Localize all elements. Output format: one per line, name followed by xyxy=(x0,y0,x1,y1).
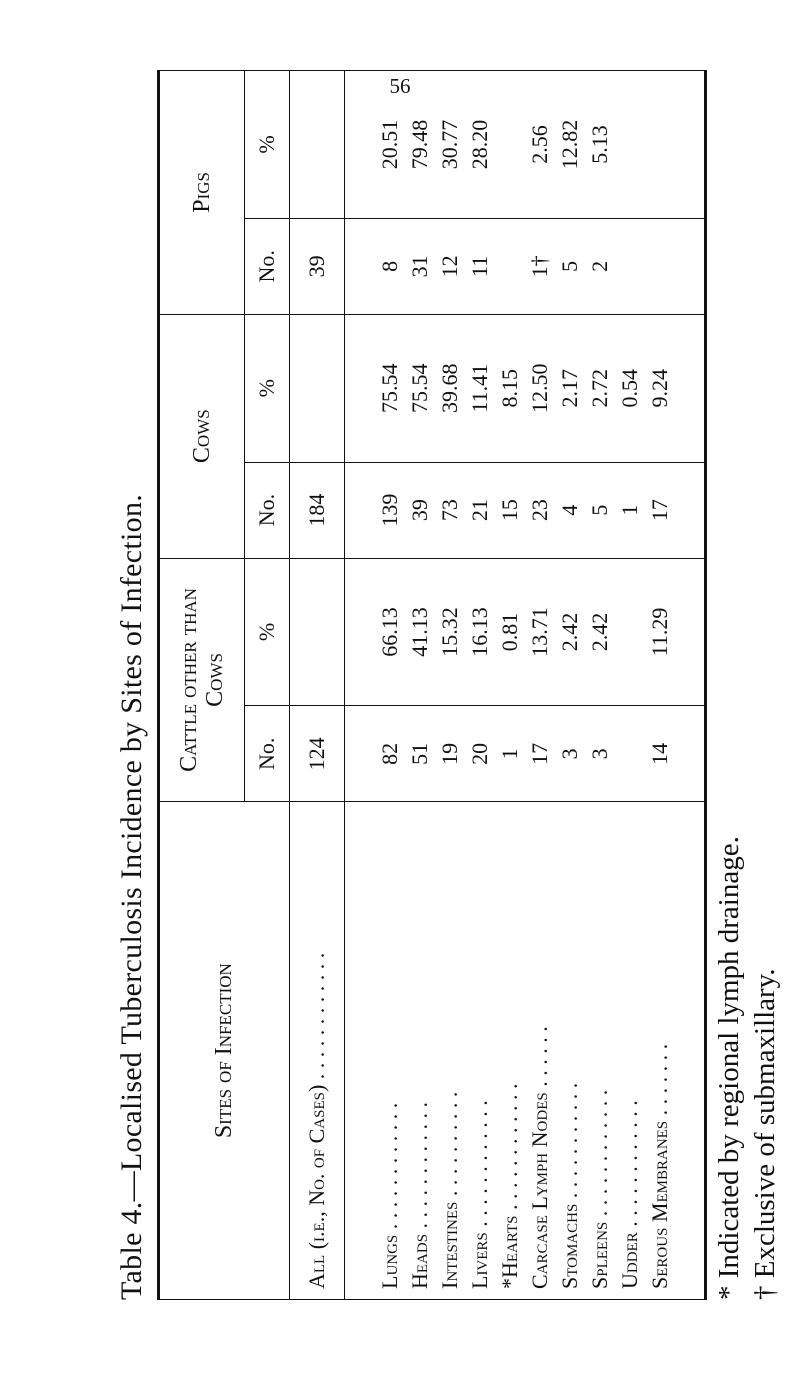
cattle-pct-column xyxy=(345,558,706,706)
site-value-pigs-no: 2 xyxy=(586,260,612,272)
cattle-all-pct xyxy=(290,558,345,706)
site-label: Serous Membranes . . . . . . . xyxy=(646,1043,672,1289)
pigs-no-column xyxy=(345,218,706,314)
site-value-cows-no: 4 xyxy=(556,504,582,516)
site-value-pigs-no xyxy=(645,219,675,314)
cows-pct-header: % xyxy=(245,314,290,462)
site-value-pigs-no: 5 xyxy=(556,260,582,272)
site-value-cattle-pct: 15.32 xyxy=(436,607,462,657)
site-value-cows-no: 73 xyxy=(436,499,462,522)
site-value-pigs-pct: 2.56 xyxy=(526,125,552,164)
cattle-no-header: No. xyxy=(245,706,290,802)
cows-no-header: No. xyxy=(245,462,290,558)
table-caption: Table 4.—Localised Tuberculosis Incidence by Sites of Infection. xyxy=(115,493,148,1300)
site-value-cattle-pct: 2.42 xyxy=(586,612,612,652)
sites-of-infection-header: Sites of Infection xyxy=(159,802,290,1300)
sites-body-row xyxy=(345,71,706,1300)
pigs-group-header: Pigs xyxy=(159,71,245,315)
site-value-cattle-no: 14 xyxy=(646,742,672,765)
site-value-cattle-no xyxy=(615,706,645,801)
site-value-pigs-pct xyxy=(495,71,525,218)
site-value-pigs-pct: 79.48 xyxy=(406,119,432,170)
site-label: *Hearts . . . . . . . . . . . . xyxy=(496,1083,522,1289)
incidence-table xyxy=(157,70,707,1300)
site-value-cows-pct: 8.15 xyxy=(496,368,522,408)
pigs-pct-header: % xyxy=(245,71,290,219)
cows-all-pct xyxy=(290,314,345,462)
site-label: Carcase Lymph Nodes . . . . . . xyxy=(526,1026,552,1289)
site-value-cows-no: 39 xyxy=(406,499,432,522)
site-value-cows-no: 23 xyxy=(526,499,552,522)
site-value-cows-no: 139 xyxy=(376,493,402,527)
site-value-pigs-no: 31 xyxy=(406,255,432,278)
site-value-cows-pct: 11.41 xyxy=(466,363,492,413)
site-value-pigs-no xyxy=(495,219,525,314)
site-value-pigs-no: 1† xyxy=(526,255,552,278)
page-number: 56 xyxy=(389,74,411,98)
site-value-cattle-no: 20 xyxy=(466,742,492,765)
site-value-cows-no: 15 xyxy=(496,499,522,522)
footnote-hearts: * Indicated by regional lymph drainage. xyxy=(713,836,745,1300)
site-value-cattle-no: 17 xyxy=(526,742,552,765)
cattle-group-header: Cattle other than Cows xyxy=(159,558,245,802)
cows-pct-column xyxy=(345,314,706,462)
site-value-cows-pct: 2.72 xyxy=(586,368,612,408)
cattle-no-column xyxy=(345,706,706,802)
site-value-cows-no: 17 xyxy=(646,499,672,522)
site-label: Heads . . . . . . . . . . . . xyxy=(406,1101,432,1289)
site-value-pigs-pct xyxy=(615,71,645,218)
site-value-cattle-pct: 16.13 xyxy=(466,607,492,657)
site-label: Intestines . . . . . . . . . . xyxy=(436,1091,462,1289)
pigs-pct-column xyxy=(345,71,706,219)
site-value-cattle-no: 3 xyxy=(586,748,612,760)
site-value-cattle-no: 51 xyxy=(406,742,432,765)
cows-no-column xyxy=(345,462,706,558)
site-value-cows-no: 21 xyxy=(466,499,492,522)
group-header-row xyxy=(159,71,245,1300)
site-value-pigs-pct xyxy=(645,71,675,218)
all-cases-row xyxy=(290,71,345,1300)
site-value-cattle-pct xyxy=(615,559,645,706)
cattle-pct-header: % xyxy=(245,558,290,706)
site-value-cattle-pct: 11.29 xyxy=(646,607,672,657)
all-cases-label: All (i.e., No. of Cases) . . . . . . . . . . . . xyxy=(290,802,345,1300)
pigs-no-header: No. xyxy=(245,218,290,314)
site-value-cattle-pct: 13.71 xyxy=(526,607,552,657)
site-value-cows-pct: 39.68 xyxy=(436,363,462,413)
site-value-cows-pct: 9.24 xyxy=(646,368,672,408)
site-labels-column xyxy=(345,802,706,1300)
site-value-pigs-no: 11 xyxy=(466,255,492,277)
cows-all-no: 184 xyxy=(290,462,345,558)
site-value-cattle-no: 3 xyxy=(556,748,582,760)
cattle-all-no: 124 xyxy=(290,706,345,802)
site-value-pigs-pct: 20.51 xyxy=(376,119,402,170)
site-value-cows-no: 5 xyxy=(586,504,612,516)
site-value-pigs-no: 12 xyxy=(436,255,462,278)
site-label: Udder . . . . . . . . . . . . xyxy=(616,1100,642,1289)
site-value-cattle-pct: 2.42 xyxy=(556,612,582,652)
site-value-cattle-no: 82 xyxy=(376,742,402,765)
site-label: Lungs . . . . . . . . . . . . xyxy=(376,1102,402,1289)
site-value-cows-pct: 0.54 xyxy=(616,368,642,408)
site-value-cows-pct: 75.54 xyxy=(406,363,432,413)
site-value-cattle-pct: 0.81 xyxy=(496,612,522,652)
footnotes xyxy=(711,70,783,1300)
site-value-cattle-no: 19 xyxy=(436,742,462,765)
site-label: Spleens . . . . . . . . . . . . xyxy=(586,1089,612,1289)
pigs-all-pct xyxy=(290,71,345,219)
site-value-cows-no: 1 xyxy=(616,504,642,516)
cows-group-header: Cows xyxy=(159,314,245,558)
site-value-cattle-pct: 41.13 xyxy=(406,607,432,657)
pigs-all-no: 39 xyxy=(290,218,345,314)
footnote-carcase: † Exclusive of submaxillary. xyxy=(749,968,781,1300)
site-value-pigs-no xyxy=(615,219,645,314)
site-value-cows-pct: 12.50 xyxy=(526,363,552,413)
site-value-pigs-pct: 28.20 xyxy=(466,119,492,170)
site-value-pigs-pct: 30.77 xyxy=(436,119,462,170)
site-value-pigs-pct: 5.13 xyxy=(586,125,612,164)
site-value-cattle-pct: 66.13 xyxy=(376,607,402,657)
site-value-cows-pct: 75.54 xyxy=(376,363,402,413)
site-value-cattle-no: 1 xyxy=(496,748,522,760)
site-value-pigs-pct: 12.82 xyxy=(556,119,582,170)
site-label: Livers . . . . . . . . . . . . xyxy=(466,1100,492,1289)
rotated-page-content xyxy=(115,70,785,1300)
site-value-pigs-no: 8 xyxy=(376,260,402,272)
site-value-cows-pct: 2.17 xyxy=(556,368,582,408)
site-label: Stomachs . . . . . . . . . . . xyxy=(556,1082,582,1289)
